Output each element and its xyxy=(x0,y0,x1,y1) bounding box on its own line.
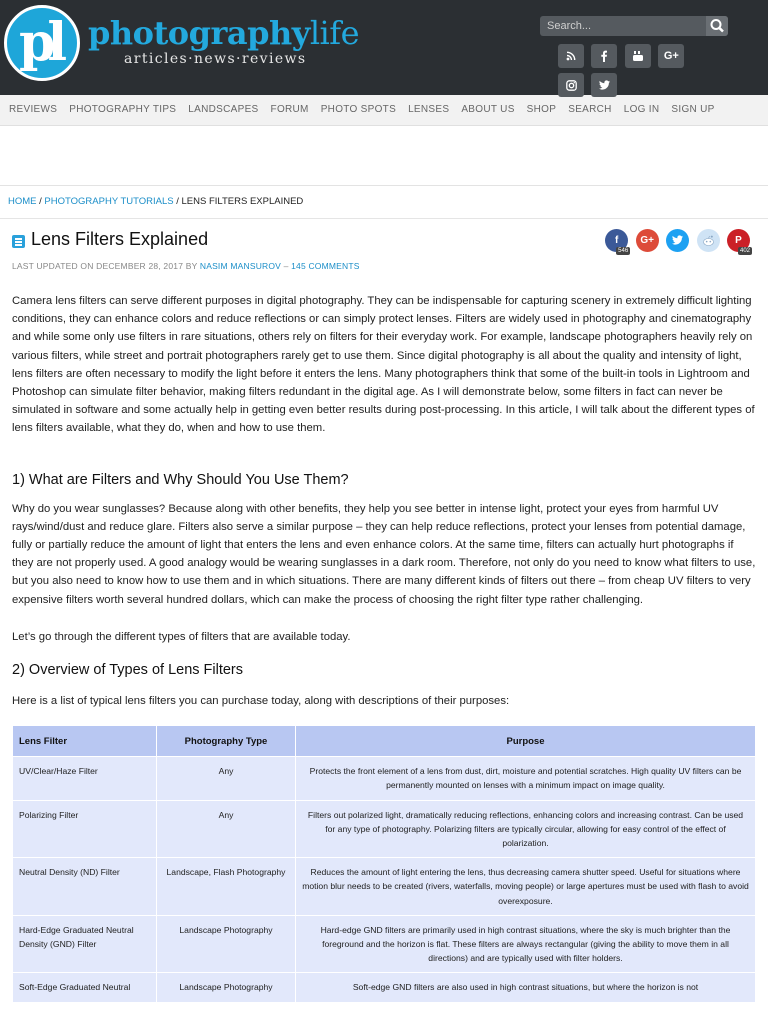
cell-purpose: Protects the front element of a lens from dust, dirt, moisture and potential scratches. High quality UV filters can be permanently mounted on lenses with a minimum impact on image quality. xyxy=(296,757,756,800)
cell-type: Any xyxy=(157,800,296,858)
rss-icon xyxy=(566,51,576,61)
logo-mark: pl xyxy=(19,12,60,73)
twitter-icon xyxy=(672,235,683,245)
table-intro-paragraph: Here is a list of typical lens filters you can purchase today, along with descriptions of their purposes: xyxy=(12,695,510,708)
nav-landscapes[interactable]: LANDSCAPES xyxy=(188,104,259,115)
transition-paragraph: Let’s go through the different types of filters that are available today. xyxy=(12,630,351,643)
search-button[interactable] xyxy=(706,16,728,36)
cell-type: Landscape Photography xyxy=(157,915,296,973)
cell-purpose: Soft-edge GND filters are also used in high contrast situations, but where the horizon is not xyxy=(296,973,756,1002)
cell-filter: UV/Clear/Haze Filter xyxy=(13,757,157,800)
cell-type: Landscape Photography xyxy=(157,973,296,1002)
breadcrumb xyxy=(0,186,768,219)
table-row xyxy=(13,858,756,916)
breadcrumb-current: LENS FILTERS EXPLAINED xyxy=(181,196,304,207)
facebook-share-count: 546 xyxy=(618,248,629,254)
search-box xyxy=(540,16,728,36)
table-row xyxy=(13,757,756,800)
nav-search[interactable]: SEARCH xyxy=(568,104,612,115)
cell-purpose: Reduces the amount of light entering the lens, thus decreasing camera shutter speed. Useful for situations where motion blur needs to be created (rivers, waterfalls, moving people) or large apertures must be used with flash to avoid overexposure. xyxy=(296,858,756,916)
page-title: Lens Filters Explained xyxy=(31,229,209,249)
instagram-icon xyxy=(566,80,577,91)
breadcrumb-home[interactable]: HOME xyxy=(8,196,37,207)
nav-log-in[interactable]: LOG IN xyxy=(623,104,660,115)
facebook-icon: f xyxy=(615,235,619,246)
cell-purpose: Filters out polarized light, dramatically reducing reflections, enhancing colors and increasing contrast. Can be used for any type of photography. Polarizing filters are typically circular, allowing for easy control of the effect of polarization. xyxy=(296,800,756,858)
site-logo[interactable] xyxy=(88,14,359,52)
facebook-button[interactable] xyxy=(591,44,617,68)
cell-filter: Soft-Edge Graduated Neutral xyxy=(13,973,157,1002)
share-facebook-button[interactable] xyxy=(605,229,628,252)
column-header-purpose: Purpose xyxy=(296,726,756,757)
cell-type: Landscape, Flash Photography xyxy=(157,858,296,916)
cell-filter: Polarizing Filter xyxy=(13,800,157,858)
site-tagline: articles·news·reviews xyxy=(124,51,307,67)
section-heading-1: 1) What are Filters and Why Should You Use Them? xyxy=(12,471,349,488)
google-plus-icon: G+ xyxy=(663,50,679,62)
column-header-filter: Lens Filter xyxy=(13,726,157,757)
pinterest-icon: P xyxy=(735,235,742,246)
site-header xyxy=(0,0,768,95)
ad-space xyxy=(0,126,768,186)
share-google-plus-button[interactable] xyxy=(636,229,659,252)
cell-filter: Hard-Edge Graduated Neutral Density (GND) Filter xyxy=(13,915,157,973)
logo-bold-text: photography xyxy=(88,14,310,52)
nav-forum[interactable]: FORUM xyxy=(270,104,309,115)
share-pinterest-button[interactable] xyxy=(727,229,750,252)
pinterest-share-count: 402 xyxy=(739,248,750,254)
google-plus-button[interactable] xyxy=(658,44,684,68)
nav-shop[interactable]: SHOP xyxy=(526,104,557,115)
nav-sign-up[interactable]: SIGN UP xyxy=(671,104,715,115)
table-row xyxy=(13,800,756,858)
section-1-paragraph: Why do you wear sunglasses? Because along with other benefits, they help you see better in intense light, protect your eyes from harmful UV rays/wind/dust and reduce glare. Filters also serve a similar purpose – they can help reduce reflections, protect your lenses from potential damage, fully or partially reduce the amount of light that enters the lens and even enhance colors. At the same time, filters can actually hurt photographs if they are not properly used. A good analogy would be wearing sunglasses in a dark room. Therefore, not only do you need to know what filters to use, but you also need to know how to use them and in which situations. There are many different kinds of filters out there – from cheap UV filters to very expensive filters worth several hundred dollars, which can make the process of choosing the right filter type rather challenging. xyxy=(12,502,756,606)
share-buttons xyxy=(602,229,750,252)
logo-badge[interactable] xyxy=(4,5,80,81)
author-link[interactable]: NASIM MANSUROV xyxy=(199,261,282,271)
facebook-icon xyxy=(600,50,608,62)
table-header-row xyxy=(13,726,756,757)
post-meta xyxy=(12,261,756,271)
comments-link[interactable]: 145 COMMENTS xyxy=(291,261,360,271)
table-row xyxy=(13,973,756,1002)
nav-photography-tips[interactable]: PHOTOGRAPHY TIPS xyxy=(69,104,177,115)
search-icon xyxy=(706,16,728,36)
share-reddit-button[interactable] xyxy=(697,229,720,252)
filters-table xyxy=(12,725,756,1002)
twitter-icon xyxy=(599,80,610,90)
cell-type: Any xyxy=(157,757,296,800)
table-row xyxy=(13,915,756,973)
breadcrumb-separator: / xyxy=(176,196,179,207)
youtube-icon xyxy=(632,50,644,62)
reddit-icon xyxy=(702,235,715,246)
youtube-button[interactable] xyxy=(625,44,651,68)
rss-button[interactable] xyxy=(558,44,584,68)
share-twitter-button[interactable] xyxy=(666,229,689,252)
nav-reviews[interactable]: REVIEWS xyxy=(9,104,58,115)
article-icon xyxy=(12,235,25,248)
cell-filter: Neutral Density (ND) Filter xyxy=(13,858,157,916)
instagram-button[interactable] xyxy=(558,73,584,97)
updated-date: LAST UPDATED ON DECEMBER 28, 2017 BY xyxy=(12,261,198,271)
nav-about-us[interactable]: ABOUT US xyxy=(461,104,515,115)
nav-lenses[interactable]: LENSES xyxy=(408,104,450,115)
section-heading-2: 2) Overview of Types of Lens Filters xyxy=(12,662,244,679)
meta-separator: – xyxy=(283,261,289,271)
article xyxy=(0,231,768,1003)
intro-paragraph: Camera lens filters can serve different purposes in digital photography. They can be indispensable for capturing scenery in extremely difficult lighting conditions, they can enhance colors and reduce reflections or can simply protect lenses. Filters are widely used in photography and cinematography and while some only use filters in rare situations, others rely on filters for their everyday work. For example, landscape photographers heavily rely on various filters, while street and portrait photographers rarely get to use them. Since digital photography is all about the quality and intensity of light, lens filters are often necessary to modify the light before it enters the lens. Many photographers think that some of the built-in tools in Lightroom and Photoshop can simulate filter behavior, making filters redundant in the digital age. As I will demonstrate below, some filters in fact can never be simulated in software and some actually help in getting even better results during post-processing. In this article, I will talk about the different types of lens filters available, what they do, when and how to use them. xyxy=(12,295,755,435)
google-plus-icon: G+ xyxy=(640,235,654,246)
breadcrumb-separator: / xyxy=(39,196,42,207)
social-links xyxy=(558,44,718,102)
nav-photo-spots[interactable]: PHOTO SPOTS xyxy=(320,104,397,115)
search-input[interactable] xyxy=(540,16,700,36)
twitter-button[interactable] xyxy=(591,73,617,97)
title-row xyxy=(12,231,756,259)
column-header-type: Photography Type xyxy=(157,726,296,757)
cell-purpose: Hard-edge GND filters are primarily used in high contrast situations, where the sky is much brighter than the foreground and the horizon is flat. These filters are always rectangular (giving the ability to move them in all directions) and are typically used with filter holders. xyxy=(296,915,756,973)
logo-light-text: life xyxy=(309,14,360,52)
breadcrumb-section[interactable]: PHOTOGRAPHY TUTORIALS xyxy=(44,196,174,207)
